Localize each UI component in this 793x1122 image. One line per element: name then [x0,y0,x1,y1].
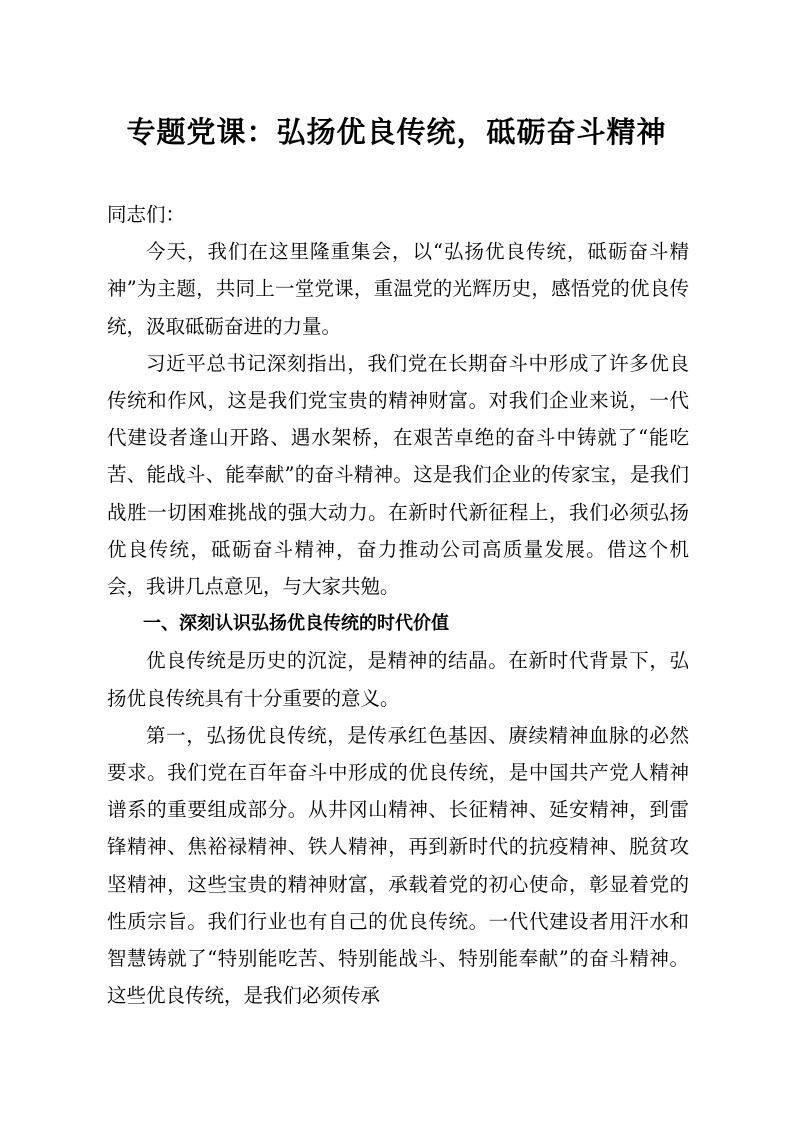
salutation: 同志们： [107,203,186,226]
paragraph-point-one: 第一，弘扬优良传统，是传承红色基因、赓续精神血脉的必然要求。我们党在百年奋斗中形成的优良传统，是中国共产党人精神谱系的重要组成部分。从井冈山精神、长征精神、延安精神，到雷锋精神、焦裕禄精神、铁人精神，再到新时代的抗疫精神、脱贫攻坚精神，这些宝贵的精神财富，承载着党的初心使命，彰显着党的性质宗旨。我们行业也有自己的优良传统。一代代建设者用汗水和智慧铸就了“特别能吃苦、特别能战斗、特别能奉献”的奋斗精神。这些优良传统，是我们必须传承 [107,723,689,1008]
document-body [107,196,689,1014]
document-title: 专题党课：弘扬优良传统，砥砺奋斗精神 [126,115,667,149]
paragraph-section-intro: 优良传统是历史的沉淀，是精神的结晶。在新时代背景下，弘扬优良传统具有十分重要的意义。 [107,649,689,710]
section-heading: 一、深刻认识弘扬优良传统的时代价值 [143,613,449,635]
paragraph-opening: 今天，我们在这里隆重集会，以“弘扬优良传统，砥砺奋斗精神”为主题，共同上一堂党课，重温党的光辉历史，感悟党的优良传统，汲取砥砺奋进的力量。 [107,240,689,338]
paragraph-context: 习近平总书记深刻指出，我们党在长期奋斗中形成了许多优良传统和作风，这是我们党宝贵的精神财富。对我们企业来说，一代代建设者逢山开路、遇水架桥，在艰苦卓绝的奋斗中铸就了“能吃苦、能战斗、能奉献”的奋斗精神。这是我们企业的传家宝，是我们战胜一切困难挑战的强大动力。在新时代新征程上，我们必须弘扬优良传统，砥砺奋斗精神，奋力推动公司高质量发展。借这个机会，我讲几点意见，与大家共勉。 [107,351,689,599]
